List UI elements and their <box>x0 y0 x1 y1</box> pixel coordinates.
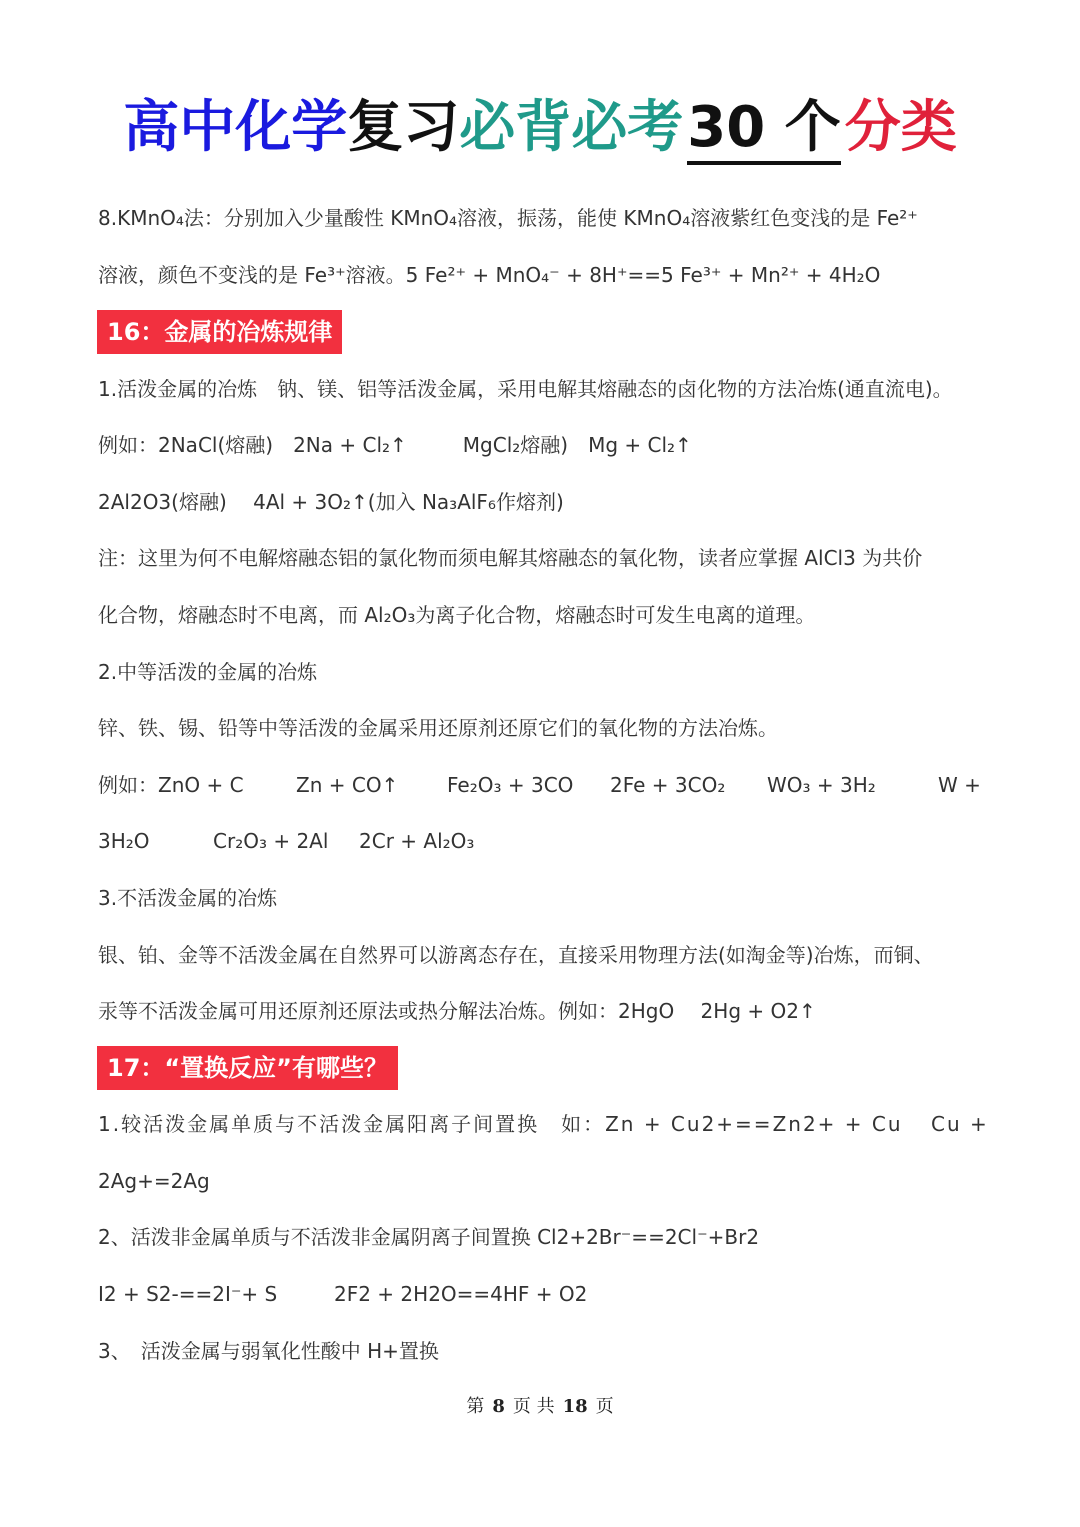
equation-term: 2Fe + 3CO₂ <box>610 773 726 797</box>
paragraph-line: 8.KMnO₄法：分别加入少量酸性 KMnO₄溶液，振荡，能使 KMnO₄溶液紫红色变浅的是 Fe²⁺ <box>98 206 918 230</box>
paragraph-line: 1.活泼金属的冶炼 钠、镁、铝等活泼金属，采用电解其熔融态的卤化物的方法冶炼(通直流电)。 <box>98 377 953 401</box>
footer-prefix: 第 <box>466 1396 485 1417</box>
title-part-5: 分类 <box>844 95 957 160</box>
current-page-number: 8 <box>492 1396 505 1417</box>
equation-term: WO₃ + 3H₂ <box>767 773 876 797</box>
paragraph-line: 银、铂、金等不活泼金属在自然界可以游离态存在，直接采用物理方法(如淘金等)冶炼，而铜、 <box>98 943 934 967</box>
title-part-4: 30 个 <box>687 95 840 165</box>
total-page-count: 18 <box>562 1396 588 1417</box>
equation-term: 2Cr + Al₂O₃ <box>359 829 475 853</box>
paragraph-line: 3.不活泼金属的冶炼 <box>98 886 278 910</box>
equation-term: Cu + <box>931 1112 989 1136</box>
paragraph-line: 锌、铁、锡、铅等中等活泼的金属采用还原剂还原它们的氧化物的方法冶炼。 <box>98 716 778 740</box>
paragraph-line: 3、 活泼金属与弱氧化性酸中 H+置换 <box>98 1339 439 1363</box>
paragraph-line: 化合物，熔融态时不电离，而 Al₂O₃为离子化合物，熔融态时可发生电离的道理。 <box>98 603 816 627</box>
equation: MgCl₂熔融) Mg + Cl₂↑ <box>462 433 692 457</box>
equation-line <box>98 770 244 800</box>
page-footer <box>0 1393 1080 1421</box>
equation-line: 2Al2O3(熔融) 4Al + 3O₂↑(加入 Na₃AlF₆作熔剂) <box>98 490 564 514</box>
paragraph-line: 2.中等活泼的金属的冶炼 <box>98 660 318 684</box>
equation-term: Fe₂O₃ + 3CO <box>447 773 574 797</box>
paragraph-line: 注：这里为何不电解熔融态铝的氯化物而须电解其熔融态的氧化物，读者应掌握 AlCl3 为共价 <box>98 546 923 570</box>
document-title <box>0 88 1080 168</box>
equation-term: I2 + S2-==2I⁻+ S <box>98 1282 278 1306</box>
equation-term: 3H₂O <box>98 829 150 853</box>
paragraph-line: 2、活泼非金属单质与不活泼非金属阴离子间置换 Cl2+2Br⁻==2Cl⁻+Br2 <box>98 1225 760 1249</box>
title-part-1: 高中化学 <box>123 95 348 160</box>
footer-suffix: 页 <box>595 1396 614 1417</box>
paragraph-line: 1.较活泼金属单质与不活泼金属阳离子间置换 如：Zn + Cu2+==Zn2+ + Cu <box>98 1112 903 1136</box>
footer-mid: 页 共 <box>512 1396 555 1417</box>
equation-term: Zn + CO↑ <box>296 773 399 797</box>
equation-line <box>98 430 692 460</box>
equation-term: Cr₂O₃ + 2Al <box>213 829 329 853</box>
title-part-2: 复习 <box>347 95 460 160</box>
paragraph-line: 汞等不活泼金属可用还原剂还原法或热分解法冶炼。例如：2HgO 2Hg + O2↑ <box>98 999 816 1023</box>
equation-term: 例如：ZnO + C <box>98 773 244 797</box>
equation-line: 2Ag+=2Ag <box>98 1169 210 1193</box>
section-heading-16: 16：金属的冶炼规律 <box>97 310 342 354</box>
title-part-3: 必背必考 <box>459 95 684 160</box>
equation-term: W + <box>938 773 981 797</box>
equation: 例如：2NaCl(熔融) 2Na + Cl₂↑ <box>98 433 407 457</box>
section-heading-17: 17：“置换反应”有哪些？ <box>97 1046 398 1090</box>
equation-term: 2F2 + 2H2O==4HF + O2 <box>334 1282 588 1306</box>
paragraph-line: 溶液，颜色不变浅的是 Fe³⁺溶液。5 Fe²⁺ + MnO₄⁻ + 8H⁺==5 Fe³⁺ + Mn²⁺ + 4H₂O <box>98 263 881 287</box>
